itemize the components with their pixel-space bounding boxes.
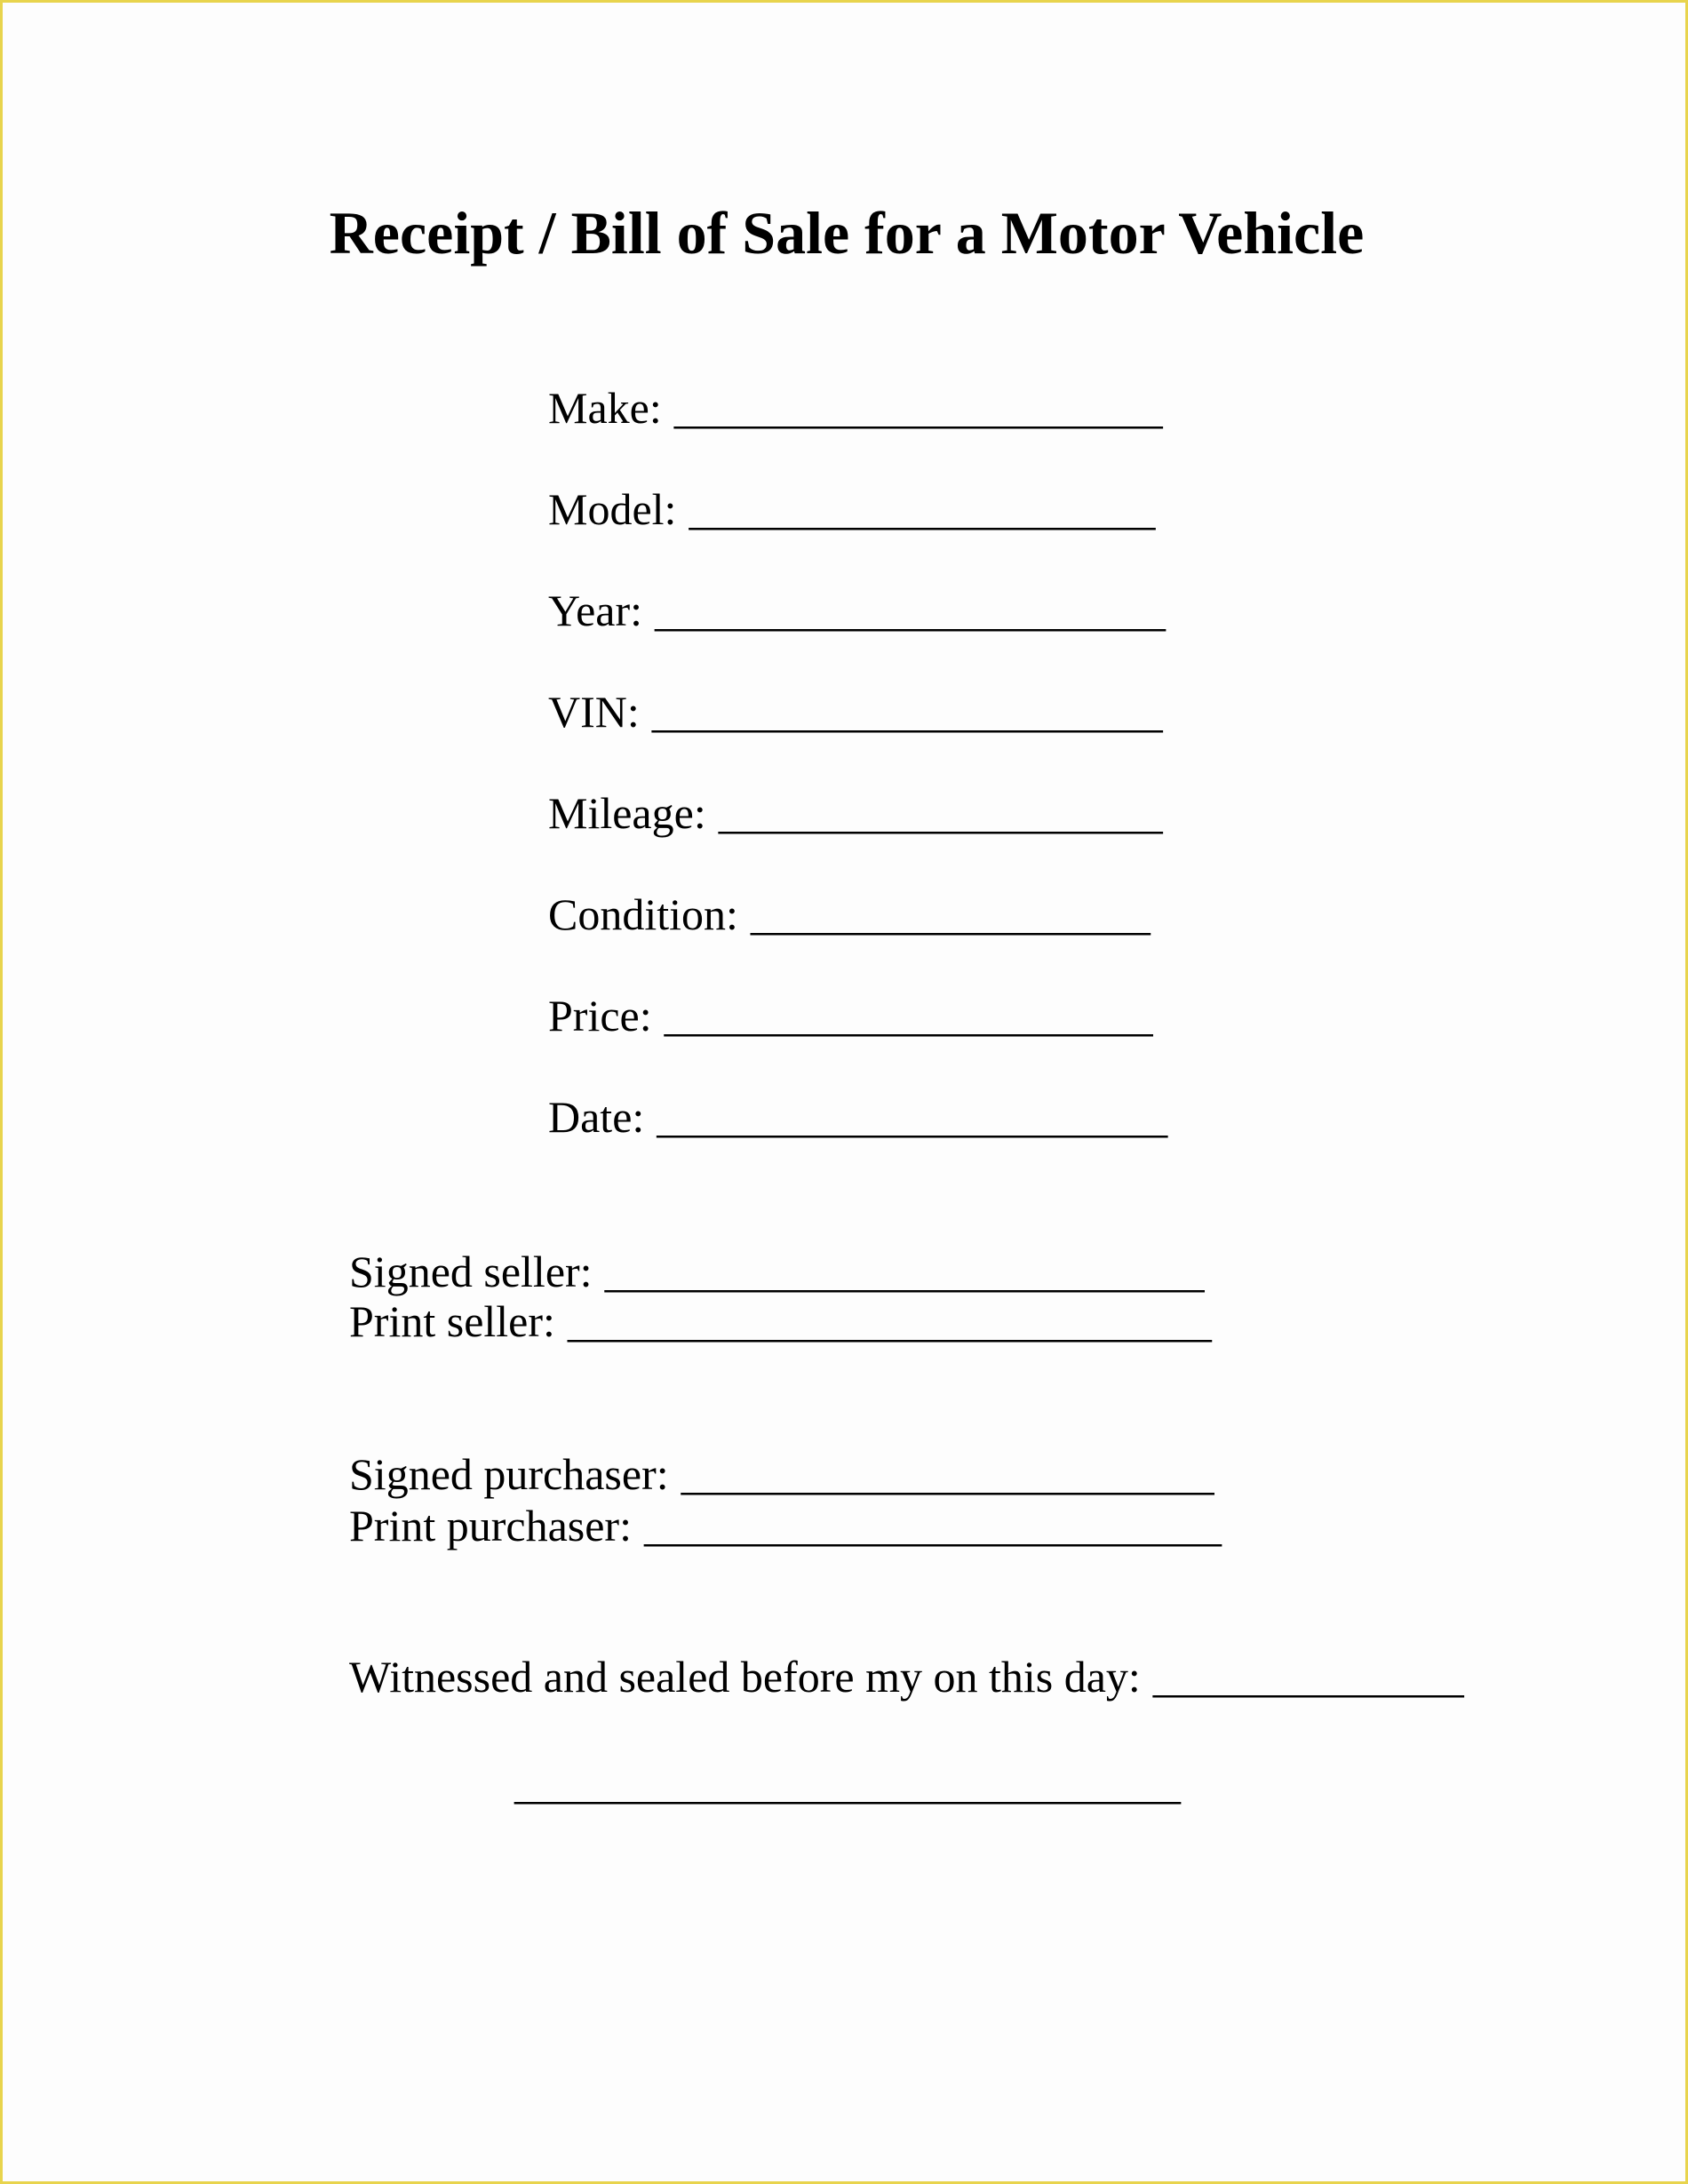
condition-label: Condition: — [548, 889, 738, 939]
signed-seller-field — [349, 1247, 1205, 1298]
signed-purchaser-label: Signed purchaser: — [349, 1449, 669, 1499]
condition-field — [548, 889, 1151, 941]
year-blank[interactable]: _______________________ — [655, 586, 1166, 635]
witness-signature-line — [514, 1758, 1181, 1810]
model-field — [548, 484, 1155, 536]
price-field — [548, 991, 1153, 1042]
date-label: Date: — [548, 1092, 645, 1142]
witness-field — [349, 1652, 1464, 1703]
witness-date-blank[interactable]: ______________ — [1152, 1652, 1464, 1702]
print-purchaser-field — [349, 1501, 1222, 1552]
witness-label: Witnessed and sealed before my on this day: — [349, 1652, 1141, 1702]
vin-blank[interactable]: _______________________ — [651, 687, 1163, 737]
witness-signature-blank[interactable]: ______________________________ — [514, 1758, 1181, 1808]
date-blank[interactable]: _______________________ — [657, 1092, 1168, 1142]
condition-blank[interactable]: __________________ — [750, 889, 1151, 939]
print-purchaser-blank[interactable]: __________________________ — [643, 1501, 1222, 1550]
signed-seller-blank[interactable]: ___________________________ — [604, 1247, 1205, 1296]
make-field — [548, 383, 1163, 434]
print-seller-field — [349, 1296, 1212, 1348]
signed-purchaser-field — [349, 1449, 1214, 1501]
document-title: Receipt / Bill of Sale for a Motor Vehicle — [329, 199, 1365, 267]
price-label: Price: — [548, 991, 652, 1040]
mileage-label: Mileage: — [548, 788, 706, 838]
signed-seller-label: Signed seller: — [349, 1247, 593, 1296]
mileage-blank[interactable]: ____________________ — [718, 788, 1163, 838]
mileage-field — [548, 788, 1163, 840]
make-label: Make: — [548, 383, 662, 433]
model-blank[interactable]: _____________________ — [689, 484, 1156, 534]
date-field — [548, 1092, 1167, 1144]
print-seller-blank[interactable]: _____________________________ — [567, 1296, 1212, 1346]
vin-field — [548, 687, 1163, 738]
year-label: Year: — [548, 586, 643, 635]
vin-label: VIN: — [548, 687, 640, 737]
model-label: Model: — [548, 484, 677, 534]
print-seller-label: Print seller: — [349, 1296, 555, 1346]
price-blank[interactable]: ______________________ — [664, 991, 1153, 1040]
print-purchaser-label: Print purchaser: — [349, 1501, 632, 1550]
signed-purchaser-blank[interactable]: ________________________ — [681, 1449, 1214, 1499]
make-blank[interactable]: ______________________ — [673, 383, 1163, 433]
year-field — [548, 586, 1166, 637]
